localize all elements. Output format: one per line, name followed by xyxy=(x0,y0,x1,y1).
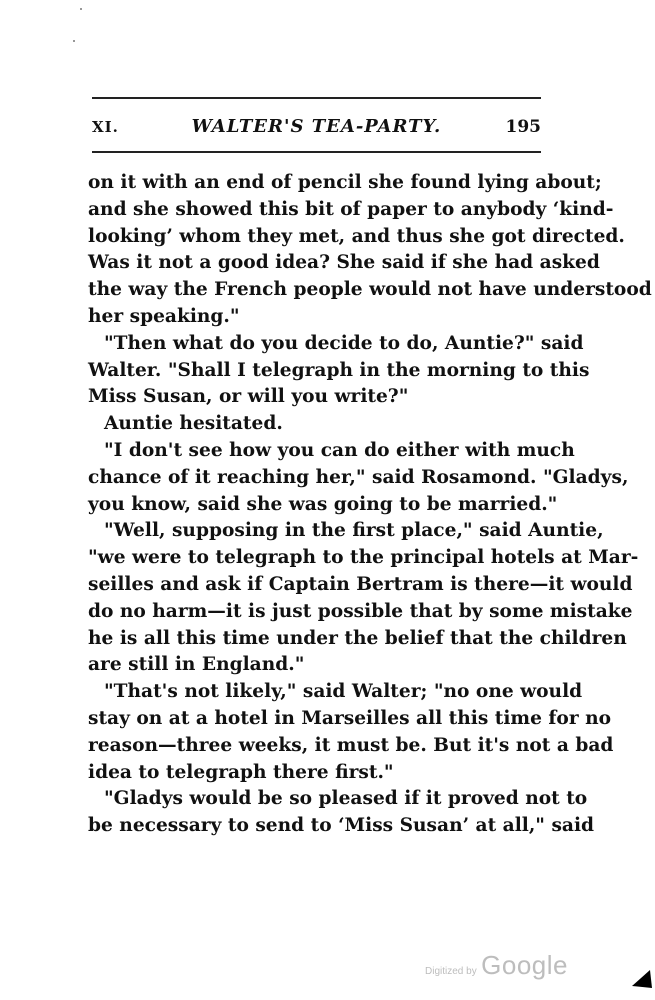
page-corner-mark xyxy=(632,968,652,988)
text-line: idea to telegraph there first." xyxy=(88,761,394,783)
header-rule-bottom xyxy=(92,151,541,153)
text-line: "we were to telegraph to the principal hotels at Mar- xyxy=(88,547,639,569)
chapter-number: XI. xyxy=(92,118,119,136)
text-line: chance of it reaching her," said Rosamond. "Gladys, xyxy=(88,466,629,488)
text-line: her speaking." xyxy=(88,305,240,327)
header-rule-top xyxy=(92,97,541,99)
text-line: you know, said she was going to be married." xyxy=(88,493,558,515)
digitized-watermark xyxy=(425,950,568,981)
scan-speck xyxy=(80,8,82,10)
text-line: "I don't see how you can do either with much xyxy=(104,439,575,461)
watermark-brand: Google xyxy=(481,950,568,980)
text-line: Auntie hesitated. xyxy=(104,413,283,435)
text-line: he is all this time under the belief that the children xyxy=(88,627,627,649)
text-line: and she showed this bit of paper to anybody ‘kind- xyxy=(88,198,614,220)
text-line: Was it not a good idea? She said if she had asked xyxy=(88,252,600,274)
text-line: "Then what do you decide to do, Auntie?" said xyxy=(104,332,584,354)
running-title: WALTER'S TEA-PARTY. xyxy=(191,116,442,137)
text-line: "Well, supposing in the first place," said Auntie, xyxy=(104,520,604,542)
text-line: Walter. "Shall I telegraph in the morning to this xyxy=(88,359,590,381)
text-line: are still in England." xyxy=(88,654,305,676)
text-line: looking’ whom they met, and thus she got directed. xyxy=(88,225,625,247)
text-line: seilles and ask if Captain Bertram is there—it would xyxy=(88,573,633,595)
text-line: "That's not likely," said Walter; "no one would xyxy=(104,681,583,703)
text-line: the way the French people would not have understood xyxy=(88,279,652,301)
text-line: Miss Susan, or will you write?" xyxy=(88,386,409,408)
text-line: reason—three weeks, it must be. But it's not a bad xyxy=(88,734,614,756)
running-header xyxy=(92,116,541,144)
text-line: be necessary to send to ‘Miss Susan’ at all," said xyxy=(88,815,595,837)
page-number: 195 xyxy=(505,117,541,137)
text-line: "Gladys would be so pleased if it proved not to xyxy=(104,788,588,810)
text-line: stay on at a hotel in Marseilles all this time for no xyxy=(88,707,612,729)
watermark-prefix: Digitized by xyxy=(425,966,477,977)
text-line: on it with an end of pencil she found lying about; xyxy=(88,172,602,193)
scan-speck xyxy=(73,40,75,42)
body-text xyxy=(88,170,652,840)
text-line: do no harm—it is just possible that by some mistake xyxy=(88,600,633,622)
